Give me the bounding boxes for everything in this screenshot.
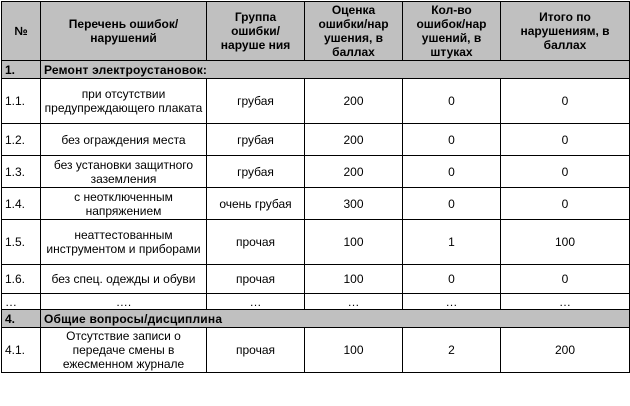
row-count: 2 [403,328,501,373]
section-num: 1. [2,61,41,79]
row-group: очень грубая [207,188,305,220]
section-row [2,61,630,79]
row-score: 300 [305,188,403,220]
ellipsis-total: … [501,294,630,310]
row-num: 1.1. [2,79,41,124]
row-total: 0 [501,79,630,124]
row-num: 1.6. [2,265,41,294]
row-score: 200 [305,124,403,156]
row-score: 200 [305,156,403,188]
row-desc: без установки защитного заземления [41,156,207,188]
row-num: 1.2. [2,124,41,156]
row-group: грубая [207,79,305,124]
section-title: Ремонт электроустановок: [41,61,630,79]
row-score: 200 [305,79,403,124]
header-score: Оценка ошибки/нар ушения, в баллах [305,2,403,61]
row-total: 0 [501,156,630,188]
table-row [2,79,630,124]
row-count: 0 [403,156,501,188]
ellipsis-count: … [403,294,501,310]
violations-table [1,1,630,373]
row-score: 100 [305,220,403,265]
header-total: Итого по нарушениям, в баллах [501,2,630,61]
row-group: грубая [207,156,305,188]
row-desc: Отсутствие записи о передаче смены в ежесменном журнале [41,328,207,373]
row-total: 200 [501,328,630,373]
header-count: Кол-во ошибок/нар ушений, в штуках [403,2,501,61]
table-row [2,188,630,220]
row-num: 1.4. [2,188,41,220]
row-num: 1.3. [2,156,41,188]
table-row [2,124,630,156]
row-desc: неаттестованным инструментом и приборами [41,220,207,265]
table-row [2,328,630,373]
ellipsis-group: … [207,294,305,310]
row-desc: при отсутствии предупреждающего плаката [41,79,207,124]
ellipsis-num: … [2,294,41,310]
row-group: прочая [207,328,305,373]
table-row [2,156,630,188]
row-total: 0 [501,265,630,294]
row-num: 1.5. [2,220,41,265]
ellipsis-row [2,294,630,310]
row-count: 1 [403,220,501,265]
row-count: 0 [403,265,501,294]
header-desc: Перечень ошибок/нарушений [41,2,207,61]
row-score: 100 [305,328,403,373]
row-count: 0 [403,124,501,156]
row-total: 100 [501,220,630,265]
row-desc: без ограждения места [41,124,207,156]
row-group: прочая [207,220,305,265]
row-desc: без спец. одежды и обуви [41,265,207,294]
table-row [2,265,630,294]
section-num: 4. [2,310,41,328]
row-total: 0 [501,188,630,220]
table-row [2,220,630,265]
row-group: прочая [207,265,305,294]
header-num: № [2,2,41,61]
row-count: 0 [403,188,501,220]
row-score: 100 [305,265,403,294]
row-count: 0 [403,79,501,124]
ellipsis-score: … [305,294,403,310]
header-group: Группа ошибки/наруше ния [207,2,305,61]
header-row [2,2,630,61]
row-total: 0 [501,124,630,156]
ellipsis-desc: …. [41,294,207,310]
row-num: 4.1. [2,328,41,373]
row-group: грубая [207,124,305,156]
section-title: Общие вопросы/дисциплина [41,310,630,328]
section-row [2,310,630,328]
row-desc: с неотключенным напряжением [41,188,207,220]
